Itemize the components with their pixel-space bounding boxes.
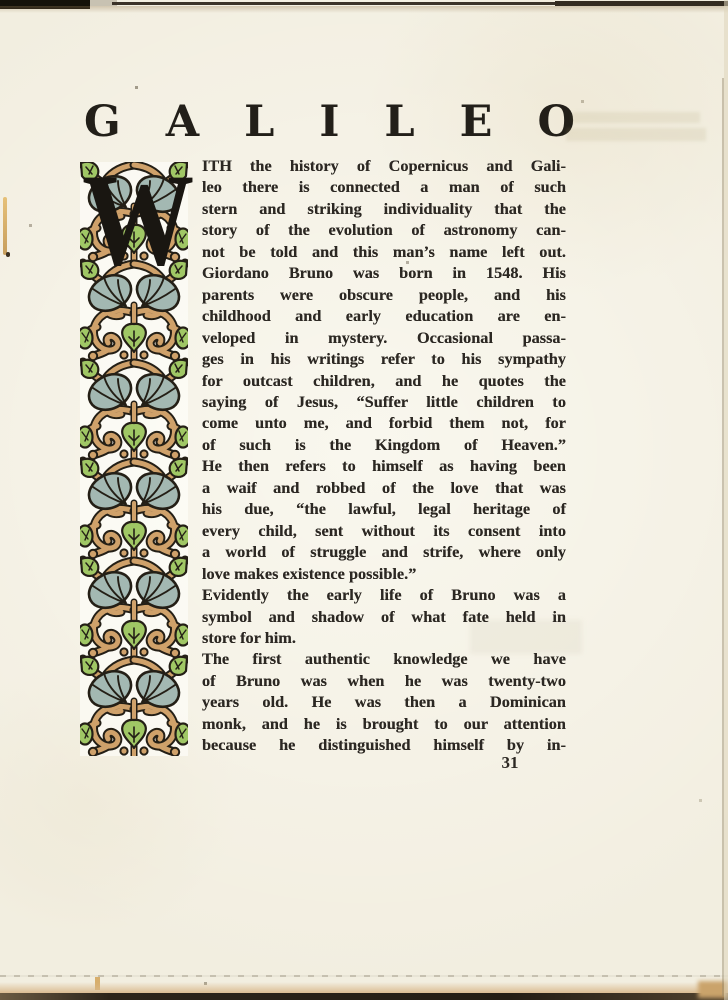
text-line: saying of Jesus, “Suffer little children to [202, 391, 566, 411]
text-line: a world of struggle and strife, where only [202, 542, 566, 562]
text-line: story of the evolution of astronomy can- [202, 220, 566, 240]
text-line: because he distinguished himself by in- [202, 735, 566, 755]
text-line: He then refers to himself as having been [202, 456, 566, 476]
text-line: not be told and this man’s name left out. [202, 241, 566, 261]
text-line: leo there is connected a man of such [202, 177, 566, 197]
text-line: The first authentic knowledge we have [202, 649, 566, 669]
text-line: of such is the Kingdom of Heaven.” [202, 434, 566, 454]
paper-speckles [0, 0, 1, 1]
binding-thread [3, 197, 7, 255]
scan-bottom-edge [0, 993, 728, 1000]
text-line: every child, sent without its consent into [202, 520, 566, 540]
binding-speck [6, 252, 10, 257]
page-right-edge-line [722, 78, 724, 996]
text-line: stern and striking individuality that the [202, 198, 566, 218]
show-through-smudge [572, 112, 700, 123]
drop-cap: W [82, 146, 195, 293]
page-right-edge [724, 0, 728, 1000]
show-through-smudge [566, 128, 706, 141]
body-text [202, 155, 566, 756]
text-line: come unto me, and forbid them not, for [202, 413, 566, 433]
text-line: a waif and robbed of the love that was [202, 477, 566, 497]
page-bottom-crease [0, 975, 728, 977]
page-number: 31 [501, 753, 519, 772]
text-line: parents were obscure people, and his [202, 284, 566, 304]
text-line: for outcast children, and he quotes the [202, 370, 566, 390]
text-line: years old. He was then a Dominican [202, 692, 566, 712]
text-line: of Bruno was when he was twenty-two [202, 670, 566, 690]
text-line: symbol and shadow of what fate held in [202, 606, 566, 626]
text-line: Giordano Bruno was born in 1548. His [202, 263, 566, 283]
text-line: childhood and early education are en- [202, 306, 566, 326]
text-line: Evidently the early life of Bruno was a [202, 585, 566, 605]
text-line: his due, “the lawful, legal heritage of [202, 499, 566, 519]
chapter-title: GALILEO [84, 97, 620, 147]
text-line: store for him. [202, 627, 296, 647]
text-line: ges in his writings refer to his sympathy [202, 349, 566, 369]
text-line: ITH the history of Copernicus and Gali- [202, 156, 566, 175]
text-line: veloped in mystery. Occasional passa- [202, 327, 566, 347]
scan-top-edge-shadow [0, 6, 728, 13]
text-line: love makes existence possible.” [202, 563, 417, 583]
text-line: monk, and he is brought to our attention [202, 713, 566, 733]
